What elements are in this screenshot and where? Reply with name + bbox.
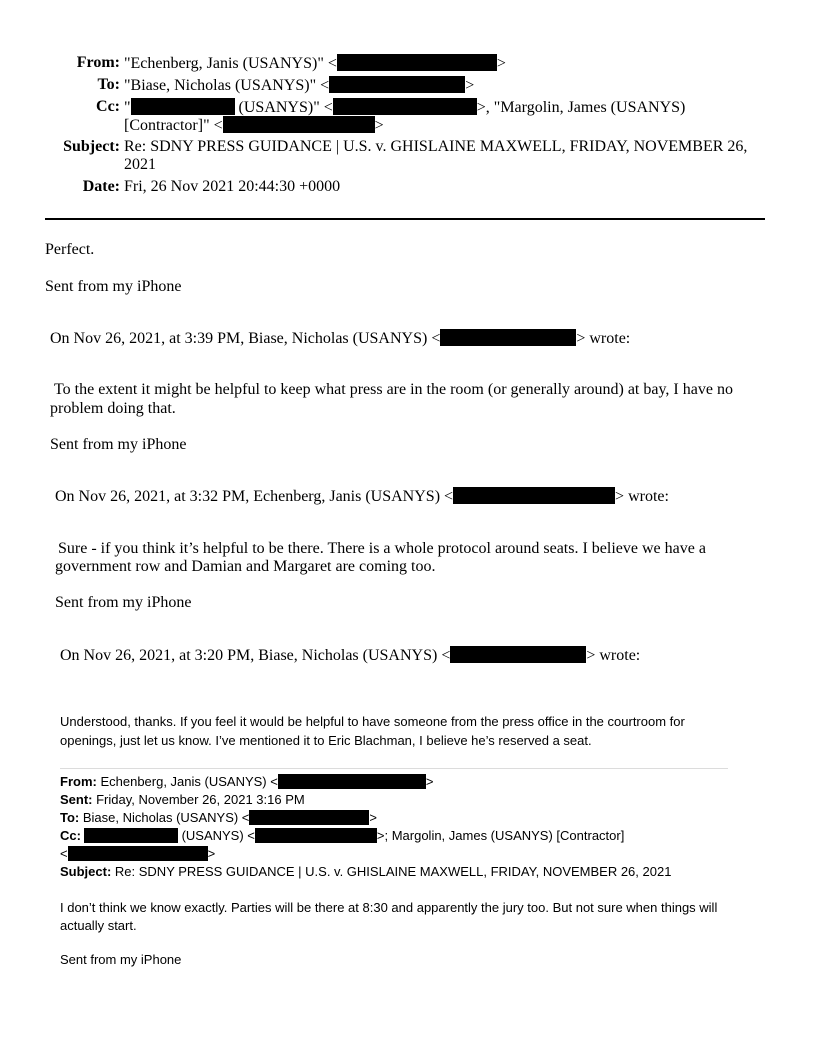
signature: Sent from my iPhone: [45, 278, 182, 295]
redacted-email: [450, 646, 586, 663]
signature: Sent from my iPhone: [55, 594, 192, 611]
signature: Sent from my iPhone: [50, 436, 187, 453]
quote-text-line2: openings, just let us know. I’ve mentioned it to Eric Blachman, I believe he’s reserved a seat.: [60, 733, 592, 748]
fwd-sent: Sent: Friday, November 26, 2021 3:16 PM: [60, 792, 305, 807]
fwd-subject: Subject: Re: SDNY PRESS GUIDANCE | U.S. v. GHISLAINE MAXWELL, FRIDAY, NOVEMBER 26, 2021: [60, 864, 672, 879]
header-divider: [45, 218, 765, 220]
fwd-to: To: Biase, Nicholas (USANYS) < >: [60, 810, 377, 825]
from-value: "Echenberg, Janis (USANYS)" < >: [124, 55, 506, 72]
quote-text-line1: Sure - if you think it’s helpful to be there. There is a whole protocol around seats. I believe we have a: [58, 540, 706, 557]
subject-value-line1: Re: SDNY PRESS GUIDANCE | U.S. v. GHISLAINE MAXWELL, FRIDAY, NOVEMBER 26,: [124, 138, 748, 155]
cc-label: Cc:: [96, 98, 120, 115]
quote-intro: On Nov 26, 2021, at 3:39 PM, Biase, Nicholas (USANYS) < > wrote:: [50, 330, 631, 347]
redacted-email: [68, 846, 208, 861]
redacted-email: [223, 116, 375, 133]
quote-intro: On Nov 26, 2021, at 3:32 PM, Echenberg, Janis (USANYS) < > wrote:: [55, 488, 669, 505]
fwd-cc: Cc: (USANYS) < >; Margolin, James (USANYS) [Contractor]: [60, 828, 625, 843]
quote-text-line2: problem doing that.: [50, 400, 176, 417]
quote-text-line2: government row and Damian and Margaret are coming too.: [55, 558, 436, 575]
redacted-email: [453, 487, 615, 504]
redacted-email: [333, 98, 477, 115]
fwd-cc-line2: < >: [60, 846, 216, 861]
quote-text-line1: To the extent it might be helpful to keep what press are in the room (or generally around) at bay, I have no: [54, 381, 733, 398]
quote-text-line1: Understood, thanks. If you feel it would be helpful to have someone from the press office in the courtroom for: [60, 714, 685, 729]
cc-value: " (USANYS)" < >, "Margolin, James (USANYS): [124, 99, 686, 116]
quote-intro: On Nov 26, 2021, at 3:20 PM, Biase, Nicholas (USANYS) < > wrote:: [60, 647, 641, 664]
from-label: From:: [76, 54, 120, 71]
redacted-email: [440, 329, 576, 346]
fwd-from: From: Echenberg, Janis (USANYS) < >: [60, 774, 434, 789]
signature: Sent from my iPhone: [60, 952, 182, 967]
redacted-email: [337, 54, 497, 71]
to-value: "Biase, Nicholas (USANYS)" < >: [124, 77, 475, 94]
subject-label: Subject:: [63, 138, 120, 155]
fwd-message-line2: actually start.: [60, 918, 137, 933]
redacted-email: [329, 76, 465, 93]
reply-text: Perfect.: [45, 241, 95, 258]
redacted-email: [249, 810, 369, 825]
fwd-message-line1: I don’t think we know exactly. Parties will be there at 8:30 and apparently the jury too. But not sure when things will: [60, 900, 718, 915]
redacted-name: [84, 828, 178, 843]
forward-divider: [60, 768, 728, 769]
to-label: To:: [97, 76, 120, 93]
redacted-name: [131, 98, 235, 115]
subject-value-line2: 2021: [124, 156, 156, 173]
redacted-email: [255, 828, 377, 843]
date-label: Date:: [82, 178, 120, 195]
redacted-email: [278, 774, 426, 789]
date-value: Fri, 26 Nov 2021 20:44:30 +0000: [124, 178, 341, 195]
cc-value-line2: [Contractor]" < >: [124, 117, 384, 134]
